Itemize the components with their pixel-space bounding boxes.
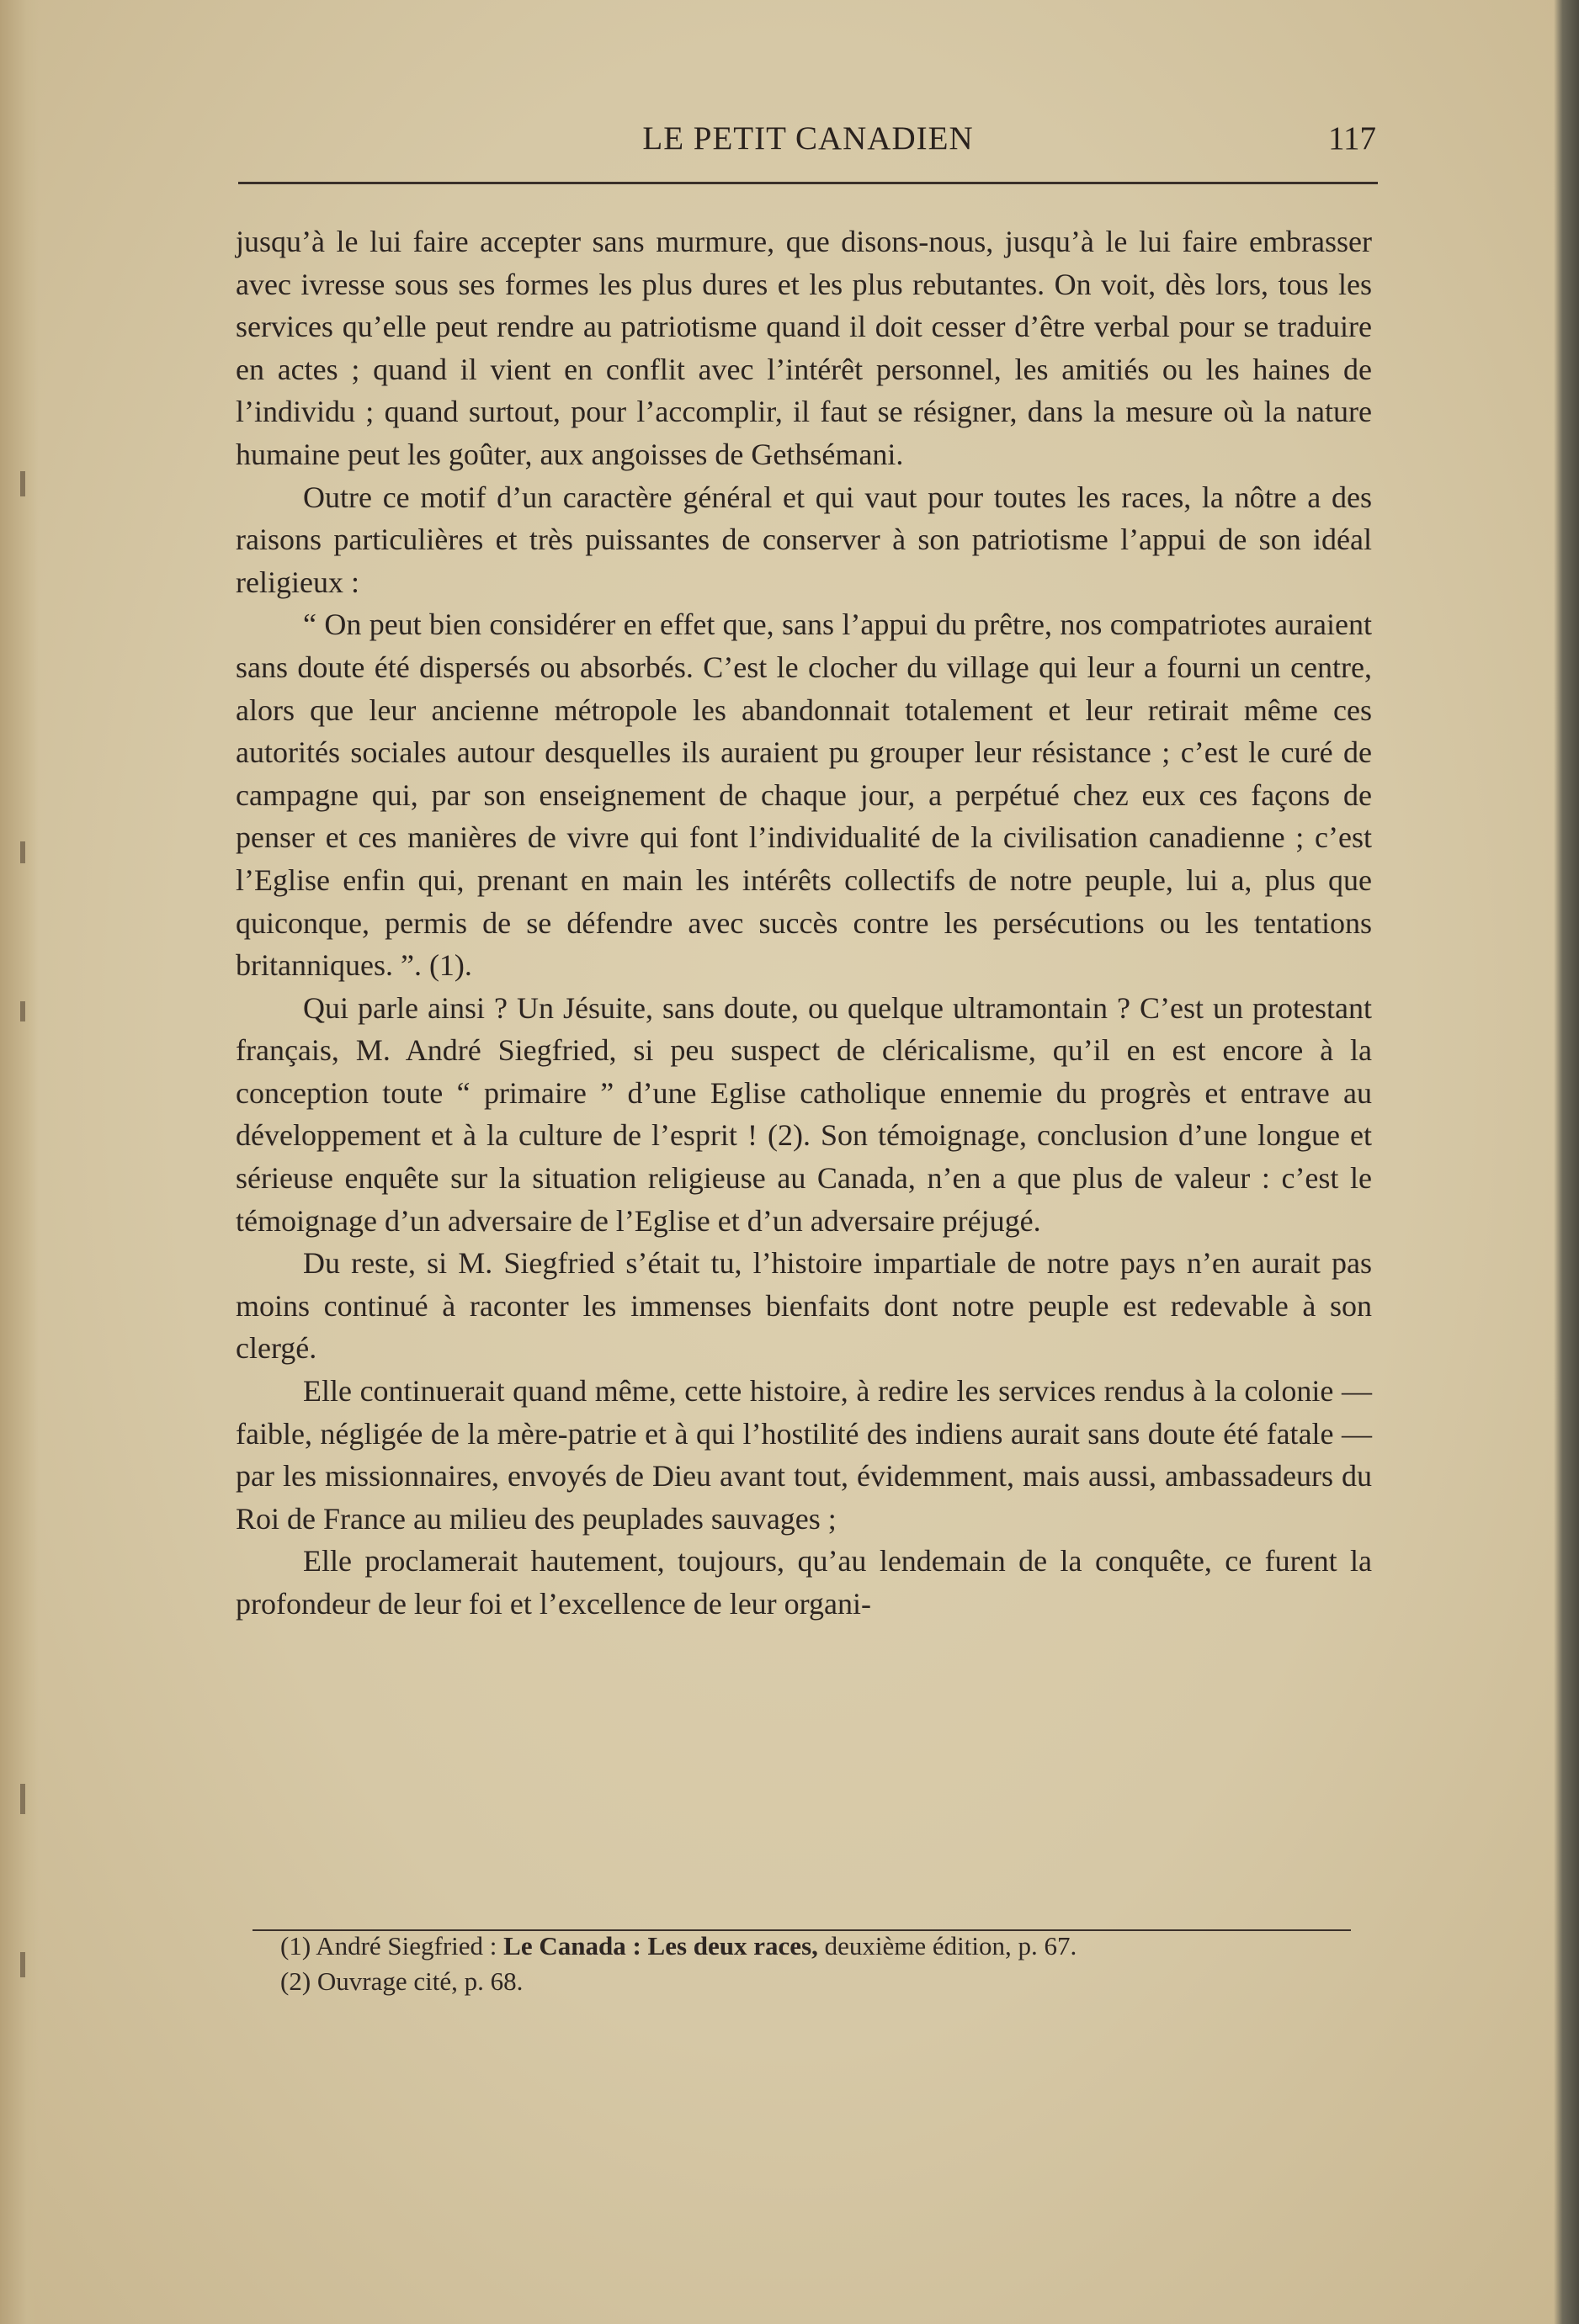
binding-mark — [20, 1001, 25, 1021]
footnote-2 — [280, 1964, 1374, 1999]
binding-mark — [20, 471, 25, 496]
page-number: 117 — [1327, 120, 1376, 157]
binding-mark — [20, 1952, 25, 1977]
footnote-text: Ouvrage cité, p. 68. — [316, 1966, 524, 1996]
running-title: LE PETIT CANADIEN — [642, 120, 974, 157]
footnote-1 — [280, 1929, 1374, 1964]
paragraph: Outre ce motif d’un caractère général et qui vaut pour toutes les races, la nôtre a des raisons particulières et très puissantes de conserver à son patriotisme l’appui de son idéal religieux : — [236, 480, 1372, 599]
page-edge — [1554, 0, 1579, 2324]
quotation-paragraph: “ On peut bien considérer en effet que, sans l’appui du prêtre, nos compatriotes auraient sans doute été dispersés ou absorbés. C’est le clocher du village qui leur a fourni un centre, alors que leur ancienne métropole les abandonnait totalement et leur retirait même ces autorités sociales autour desquelles ils auraient pu grouper leur résistance ; c’est le curé de campagne qui, par son enseignement de chaque jour, a perpétué chez eux ces façons de penser et ces manières de vivre qui font l’individualité de la civilisation canadienne ; c’est l’Eglise enfin qui, prenant en main les intérêts collectifs de notre peuple, lui a, plus que quiconque, permis de se défendre avec succès contre les persécutions ou les tentations britanniques. ”. (1). — [236, 608, 1372, 983]
footnote-author: André Siegfried : — [316, 1931, 497, 1961]
paragraph: Elle continuerait quand même, cette histoire, à redire les services rendus à la colonie — faible, négligée de la mère-patrie et à qui l’hostilité des indiens aurait sans doute été fatale — par les missionnaires, envoyés de Dieu avant tout, évidemment, mais aussi, ambassadeurs du Roi de France au milieu des peuplades sauvages ; — [236, 1374, 1372, 1536]
binding-mark — [20, 1784, 25, 1814]
paragraph-continuation: jusqu’à le lui faire accepter sans murmure, que disons-nous, jusqu’à le lui faire embrasser avec ivresse sous ses formes les plus dures et les plus rebutantes. On voit, dès lors, tous les services qu’elle peut rendre au patriotisme quand il doit cesser d’être verbal pour se traduire en actes ; quand il vient en conflit avec l’intérêt personnel, les amitiés ou les haines de l’individu ; quand surtout, pour l’accomplir, il faut se résigner, dans la mesure où la nature humaine peut les goûter, aux angoisses de Gethsémani. — [236, 225, 1372, 471]
footnotes — [280, 1929, 1374, 1999]
header-rule — [238, 182, 1378, 184]
footnote-marker: (1) — [280, 1931, 311, 1961]
body-text — [236, 220, 1372, 1626]
footnote-book-title: Le Canada : Les deux races, — [503, 1931, 818, 1961]
footnote-marker: (2) — [280, 1966, 311, 1996]
running-header — [240, 119, 1376, 160]
binding-mark — [20, 841, 25, 863]
paragraph: Elle proclamerait hautement, toujours, qu’au lendemain de la conquête, ce furent la profondeur de leur foi et l’excellence de leur organi- — [236, 1544, 1372, 1621]
page-gutter — [0, 0, 39, 2324]
footnote-detail: deuxième édition, p. 67. — [824, 1931, 1077, 1961]
paragraph: Du reste, si M. Siegfried s’était tu, l’histoire impartiale de notre pays n’en aurait pas moins continué à raconter les immenses bienfaits dont notre peuple est redevable à son clergé. — [236, 1246, 1372, 1366]
paragraph: Qui parle ainsi ? Un Jésuite, sans doute, ou quelque ultramontain ? C’est un protestant français, M. André Siegfried, si peu suspect de cléricalisme, qu’il en est encore à la conception toute “ primaire ” d’une Eglise catholique ennemie du progrès et entrave au développement et à la culture de l’esprit ! (2). Son témoignage, conclusion d’une longue et sérieuse enquête sur la situation religieuse au Canada, n’en a que plus de valeur : c’est le témoignage d’un adversaire de l’Eglise et d’un adversaire préjugé. — [236, 990, 1372, 1238]
